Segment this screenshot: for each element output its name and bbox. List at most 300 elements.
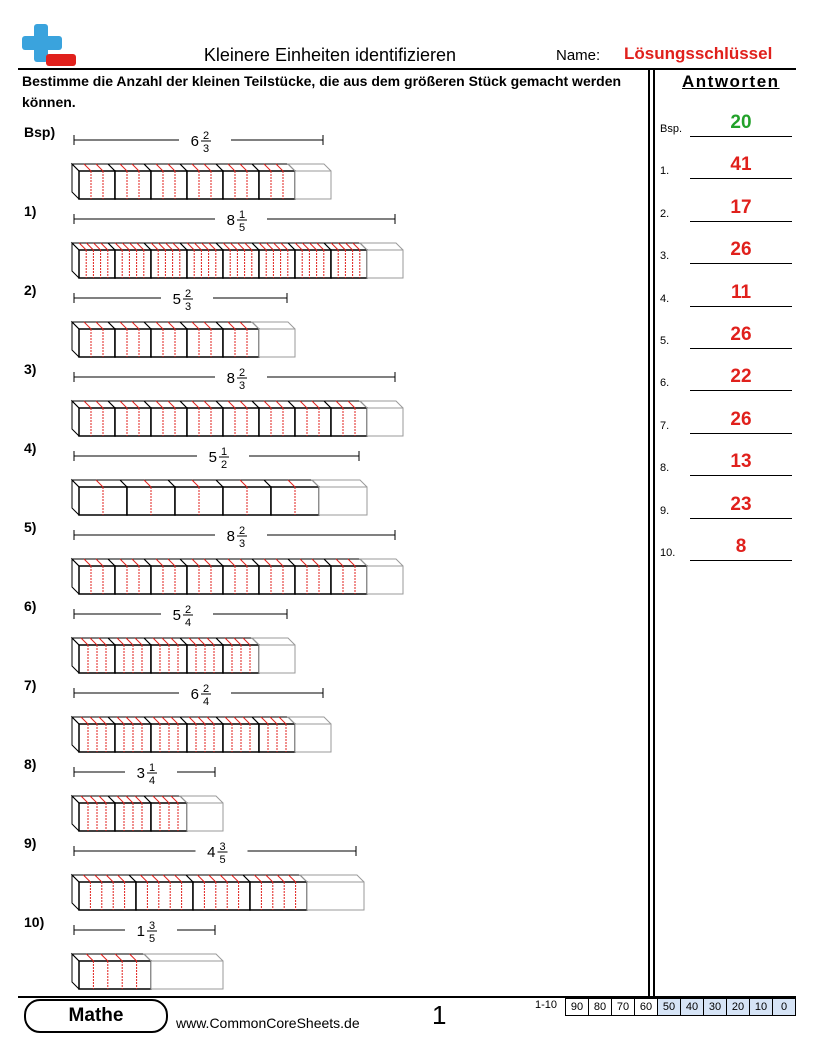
unit-block-top xyxy=(324,243,367,250)
subdivision-line-top xyxy=(132,322,139,329)
unit-block xyxy=(259,250,295,278)
unit-block xyxy=(295,408,331,436)
unit-block-top xyxy=(360,401,403,408)
unit-block xyxy=(115,645,151,673)
unit-block-top xyxy=(129,875,193,882)
unit-block xyxy=(187,803,223,831)
score-cell: 80 xyxy=(589,999,612,1015)
subdivision-line-top xyxy=(162,796,169,803)
subdivision-line-top xyxy=(153,717,160,724)
unit-block-top xyxy=(108,322,151,329)
unit-block-top xyxy=(108,559,151,566)
subdivision-line-top xyxy=(192,480,199,487)
subdivision-line-top xyxy=(95,875,102,882)
subdivision-line-top xyxy=(162,717,169,724)
subdivision-line-top xyxy=(331,243,338,250)
unit-block-top xyxy=(144,243,187,250)
subdivision-line-top xyxy=(122,243,129,250)
score-cell: 90 xyxy=(566,999,589,1015)
unit-block xyxy=(331,566,367,594)
subdivision-line-top xyxy=(225,638,232,645)
mixed-number-whole: 4 xyxy=(207,844,216,861)
subdivision-line-top xyxy=(264,559,271,566)
subdivision-line-top xyxy=(281,243,288,250)
unit-block-top xyxy=(252,717,295,724)
unit-block xyxy=(151,250,187,278)
subdivision-line-top xyxy=(276,559,283,566)
subdivision-line-top xyxy=(198,717,205,724)
unit-block xyxy=(187,645,223,673)
unit-block xyxy=(223,724,259,752)
fraction-denominator: 5 xyxy=(238,222,246,234)
subdivision-line-top xyxy=(228,164,235,171)
unit-block-top xyxy=(216,164,259,171)
unit-block xyxy=(259,171,295,199)
subdivision-line-top xyxy=(117,796,124,803)
subdivision-line-top xyxy=(220,875,227,882)
subdivision-line-top xyxy=(84,164,91,171)
unit-block xyxy=(151,645,187,673)
answer-label: 8. xyxy=(660,462,670,475)
unit-block xyxy=(319,487,367,515)
subdivision-line-top xyxy=(261,717,268,724)
answer-label: 1. xyxy=(660,165,670,178)
subdivision-line-top xyxy=(312,559,319,566)
subdivision-line-top xyxy=(101,243,108,250)
unit-block-top xyxy=(108,243,151,250)
subdivision-line-top xyxy=(310,243,317,250)
answer-value: 41 xyxy=(730,154,752,176)
unit-block-top xyxy=(72,243,115,250)
subdivision-line-top xyxy=(336,401,343,408)
answer-label: 6. xyxy=(660,377,670,390)
subdivision-line-top xyxy=(288,480,295,487)
subdivision-line-top xyxy=(207,638,214,645)
subdivision-line-top xyxy=(348,401,355,408)
unit-block-top xyxy=(216,559,259,566)
unit-block xyxy=(367,566,403,594)
subdivision-line-top xyxy=(153,638,160,645)
subdivision-line-top xyxy=(192,559,199,566)
subdivision-line-top xyxy=(232,875,239,882)
subdivision-line-top xyxy=(130,243,137,250)
unit-block-top xyxy=(144,954,223,961)
answer-label: 5. xyxy=(660,335,670,347)
subdivision-line-top xyxy=(120,164,127,171)
unit-block xyxy=(271,487,319,515)
subdivision-line-top xyxy=(192,322,199,329)
problem-label: 3) xyxy=(24,361,37,377)
subdivision-line-top xyxy=(243,717,250,724)
unit-block xyxy=(136,882,193,910)
fraction-numerator: 2 xyxy=(202,130,210,142)
subdivision-line-top xyxy=(96,401,103,408)
unit-block xyxy=(187,566,223,594)
subdivision-line-top xyxy=(266,243,273,250)
subdivision-line-top xyxy=(99,638,106,645)
subdivision-line-top xyxy=(153,796,160,803)
unit-block-top xyxy=(180,243,223,250)
unit-block xyxy=(115,724,151,752)
unit-block xyxy=(259,566,295,594)
subdivision-line-top xyxy=(96,559,103,566)
subdivision-line-top xyxy=(81,638,88,645)
unit-block xyxy=(295,250,331,278)
unit-block-top xyxy=(264,480,319,487)
unit-block xyxy=(79,645,115,673)
unit-block-top xyxy=(108,401,151,408)
answer-line xyxy=(690,178,792,179)
subdivision-line-top xyxy=(254,875,261,882)
unit-block xyxy=(151,724,187,752)
subdivision-line-top xyxy=(90,796,97,803)
subdivision-line-top xyxy=(168,164,175,171)
unit-block xyxy=(223,645,259,673)
unit-block-top xyxy=(180,638,223,645)
answer-label: 7. xyxy=(660,419,670,432)
unit-block-top xyxy=(288,717,331,724)
unit-block-top xyxy=(216,717,259,724)
answer-label: 2. xyxy=(660,207,670,220)
unit-block xyxy=(223,329,259,357)
mixed-number-whole: 5 xyxy=(172,607,181,624)
column-divider xyxy=(653,68,655,998)
subdivision-line-top xyxy=(120,401,127,408)
unit-block xyxy=(331,408,367,436)
answer-value: 13 xyxy=(730,451,752,473)
subdivision-line-top xyxy=(264,164,271,171)
subdivision-line-top xyxy=(115,954,122,961)
plus-minus-logo-icon xyxy=(20,22,80,68)
answer-line xyxy=(690,475,792,476)
subdivision-line-top xyxy=(171,717,178,724)
unit-block-top xyxy=(252,322,295,329)
unit-block xyxy=(79,329,115,357)
fraction-denominator: 4 xyxy=(184,617,192,629)
answer-label: 4. xyxy=(660,292,670,305)
unit-block-side xyxy=(72,164,79,199)
unit-block xyxy=(367,250,403,278)
unit-block xyxy=(295,724,331,752)
subdivision-line-top xyxy=(135,717,142,724)
subdivision-line-top xyxy=(189,638,196,645)
unit-block-top xyxy=(180,559,223,566)
mixed-number-whole: 8 xyxy=(226,370,235,387)
unit-block xyxy=(115,803,151,831)
unit-block-top xyxy=(252,559,295,566)
unit-block-top xyxy=(180,164,223,171)
subdivision-line-top xyxy=(240,559,247,566)
unit-block-top xyxy=(180,717,223,724)
subdivision-line-top xyxy=(289,875,296,882)
answer-label: 3. xyxy=(660,250,670,263)
problem-label: 1) xyxy=(24,203,37,219)
unit-block-top xyxy=(252,638,295,645)
fraction-numerator: 2 xyxy=(184,604,192,616)
unit-block xyxy=(250,882,307,910)
answer-label: Bsp. xyxy=(660,123,683,135)
unit-block xyxy=(259,724,295,752)
unit-block-top xyxy=(144,638,187,645)
mixed-number-whole: 3 xyxy=(136,765,145,782)
score-table xyxy=(565,998,796,1016)
unit-block-side xyxy=(72,401,79,436)
score-cell: 50 xyxy=(658,999,681,1015)
score-cell: 10 xyxy=(750,999,773,1015)
subdivision-line-top xyxy=(135,796,142,803)
unit-block-top xyxy=(180,796,223,803)
unit-block xyxy=(259,408,295,436)
subdivision-line-top xyxy=(132,559,139,566)
unit-block xyxy=(331,250,367,278)
subdivision-line-top xyxy=(192,401,199,408)
unit-block-side xyxy=(72,243,79,278)
subdivision-line-top xyxy=(86,243,93,250)
subdivision-line-top xyxy=(238,243,245,250)
unit-block xyxy=(187,408,223,436)
fraction-numerator: 3 xyxy=(219,841,226,853)
unit-block-top xyxy=(300,875,364,882)
unit-block-top xyxy=(288,559,331,566)
unit-block xyxy=(175,487,223,515)
subdivision-line-top xyxy=(274,243,281,250)
mixed-number-whole: 5 xyxy=(172,291,181,308)
subdivision-line-top xyxy=(117,717,124,724)
fraction-denominator: 3 xyxy=(184,301,192,313)
subdivision-line-top xyxy=(266,875,273,882)
answer-label: 9. xyxy=(660,504,670,517)
website-link[interactable]: www.CommonCoreSheets.de xyxy=(176,1015,360,1031)
unit-block xyxy=(115,250,151,278)
subdivision-line-top xyxy=(312,401,319,408)
fraction-denominator: 4 xyxy=(202,696,210,708)
subdivision-line-top xyxy=(276,401,283,408)
unit-block xyxy=(223,171,259,199)
page-title: Kleinere Einheiten identifizieren xyxy=(203,45,457,65)
answer-line xyxy=(690,221,792,222)
problem-label: Bsp) xyxy=(24,124,56,140)
subdivision-line-top xyxy=(353,243,360,250)
unit-block xyxy=(223,250,259,278)
unit-block-top xyxy=(72,954,151,961)
unit-block xyxy=(223,408,259,436)
subdivision-line-top xyxy=(126,638,133,645)
unit-block xyxy=(151,961,223,989)
unit-block xyxy=(79,724,115,752)
subdivision-line-top xyxy=(317,243,324,250)
subdivision-line-top xyxy=(96,322,103,329)
subdivision-line-top xyxy=(132,401,139,408)
unit-block-top xyxy=(108,717,151,724)
subdivision-line-top xyxy=(126,796,133,803)
subdivision-line-top xyxy=(168,559,175,566)
unit-block-top xyxy=(288,164,331,171)
fraction-denominator: 4 xyxy=(148,775,156,787)
subdivision-line-top xyxy=(101,954,108,961)
problem-label: 6) xyxy=(24,598,37,614)
fraction-numerator: 2 xyxy=(238,525,246,537)
subdivision-line-top xyxy=(120,559,127,566)
unit-block-top xyxy=(360,243,403,250)
unit-block-top xyxy=(288,243,331,250)
subdivision-line-top xyxy=(151,243,158,250)
unit-block xyxy=(223,487,271,515)
subdivision-line-top xyxy=(106,875,113,882)
mixed-number-whole: 1 xyxy=(136,923,145,940)
score-cell: 60 xyxy=(635,999,658,1015)
fraction-denominator: 5 xyxy=(219,854,226,866)
subdivision-line-top xyxy=(204,559,211,566)
subdivision-line-top xyxy=(79,243,86,250)
mixed-number-whole: 8 xyxy=(226,528,235,545)
name-value: Lösungsschlüssel xyxy=(624,44,773,63)
unit-block-top xyxy=(144,796,187,803)
unit-block-top xyxy=(252,164,295,171)
subdivision-line-top xyxy=(234,638,241,645)
mixed-number-whole: 6 xyxy=(190,686,199,703)
fraction-numerator: 3 xyxy=(148,920,156,932)
unit-block-top xyxy=(216,401,259,408)
problem-label: 4) xyxy=(24,440,37,456)
unit-block-top xyxy=(72,164,115,171)
subdivision-line-top xyxy=(204,401,211,408)
unit-block-top xyxy=(72,322,115,329)
subdivision-line-top xyxy=(259,243,266,250)
unit-block xyxy=(187,171,223,199)
answer-value: 11 xyxy=(730,281,752,303)
unit-block-top xyxy=(186,875,250,882)
answer-line xyxy=(690,518,792,519)
answer-value: 8 xyxy=(735,536,747,557)
mixed-number-whole: 5 xyxy=(208,449,217,466)
fraction-numerator: 1 xyxy=(238,209,246,221)
subdivision-line-top xyxy=(171,796,178,803)
unit-block-top xyxy=(243,875,307,882)
fraction-numerator: 2 xyxy=(184,288,192,300)
subdivision-line-top xyxy=(152,875,159,882)
subdivision-line-top xyxy=(84,322,91,329)
subdivision-line-top xyxy=(276,164,283,171)
unit-block-top xyxy=(360,559,403,566)
fraction-numerator: 1 xyxy=(220,446,228,458)
unit-block-side xyxy=(72,796,79,831)
subdivision-line-top xyxy=(234,717,241,724)
subdivision-line-top xyxy=(168,322,175,329)
subdivision-line-top xyxy=(140,875,147,882)
subdivision-line-top xyxy=(130,954,137,961)
problem-label: 10) xyxy=(24,914,45,930)
subdivision-line-top xyxy=(156,164,163,171)
subdivision-line-top xyxy=(118,875,125,882)
subdivision-line-top xyxy=(338,243,345,250)
subdivision-line-top xyxy=(99,796,106,803)
unit-block xyxy=(223,566,259,594)
unit-block xyxy=(79,487,127,515)
subdivision-line-top xyxy=(158,243,165,250)
subdivision-line-top xyxy=(346,243,353,250)
subdivision-line-top xyxy=(204,322,211,329)
subdivision-line-top xyxy=(228,401,235,408)
unit-block-top xyxy=(144,322,187,329)
subdivision-line-top xyxy=(137,243,144,250)
subdivision-line-top xyxy=(264,401,271,408)
problem-label: 5) xyxy=(24,519,37,535)
unit-block-top xyxy=(72,559,115,566)
unit-block-top xyxy=(72,717,115,724)
unit-block-top xyxy=(144,559,187,566)
unit-block xyxy=(127,487,175,515)
unit-block-top xyxy=(72,480,127,487)
fraction-denominator: 3 xyxy=(238,380,246,392)
answer-value: 26 xyxy=(730,324,752,345)
unit-block-top xyxy=(72,875,136,882)
answer-value: 23 xyxy=(730,493,752,515)
page-number: 1 xyxy=(432,1000,447,1030)
fraction-numerator: 1 xyxy=(148,762,156,774)
score-cell: 40 xyxy=(681,999,704,1015)
unit-block-top xyxy=(324,559,367,566)
unit-block xyxy=(259,645,295,673)
mixed-number-whole: 6 xyxy=(190,133,199,150)
unit-block-top xyxy=(288,401,331,408)
answer-line xyxy=(690,560,792,561)
subdivision-line-top xyxy=(86,954,93,961)
subdivision-line-top xyxy=(277,875,284,882)
answer-value: 20 xyxy=(730,112,752,133)
answer-line xyxy=(690,390,792,391)
subdivision-line-top xyxy=(166,243,173,250)
subdivision-line-top xyxy=(295,243,302,250)
unit-block xyxy=(295,566,331,594)
subdivision-line-top xyxy=(99,717,106,724)
unit-block xyxy=(151,803,187,831)
header-divider xyxy=(18,68,796,70)
unit-block xyxy=(79,408,115,436)
unit-block xyxy=(79,882,136,910)
fraction-numerator: 2 xyxy=(238,367,246,379)
subdivision-line-top xyxy=(270,717,277,724)
unit-block-top xyxy=(72,638,115,645)
unit-block-top xyxy=(144,164,187,171)
unit-block xyxy=(79,566,115,594)
fraction-denominator: 5 xyxy=(148,933,156,945)
unit-block xyxy=(307,882,364,910)
answers-title: Antworten xyxy=(682,72,780,91)
subdivision-line-top xyxy=(279,717,286,724)
subdivision-line-top xyxy=(245,243,252,250)
subdivision-line-top xyxy=(84,401,91,408)
unit-block-side xyxy=(72,322,79,357)
subdivision-line-top xyxy=(348,559,355,566)
subdivision-line-top xyxy=(302,243,309,250)
unit-block-top xyxy=(252,401,295,408)
subdivision-line-top xyxy=(230,243,237,250)
unit-block-top xyxy=(120,480,175,487)
subdivision-line-top xyxy=(209,243,216,250)
unit-block xyxy=(151,408,187,436)
unit-block-side xyxy=(72,480,79,515)
unit-block-top xyxy=(216,480,271,487)
subdivision-line-top xyxy=(300,559,307,566)
unit-block-top xyxy=(216,638,259,645)
problem-label: 2) xyxy=(24,282,37,298)
fraction-denominator: 3 xyxy=(202,143,210,155)
subdivision-line-top xyxy=(207,717,214,724)
subdivision-line-top xyxy=(240,401,247,408)
subdivision-line-top xyxy=(156,559,163,566)
subdivision-line-top xyxy=(187,243,194,250)
subdivision-line-top xyxy=(300,401,307,408)
